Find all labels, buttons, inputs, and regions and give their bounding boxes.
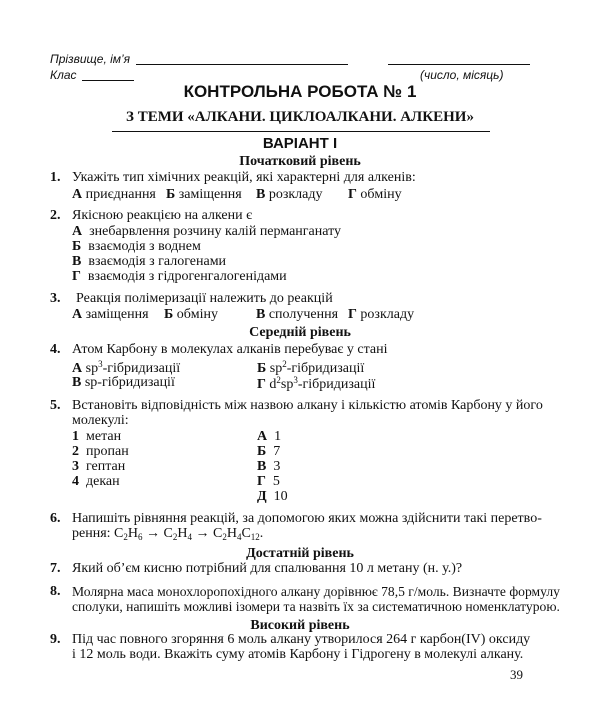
match-number: 3 xyxy=(72,459,79,474)
formula-part: C xyxy=(241,526,251,541)
formula-part: H xyxy=(177,526,188,541)
option xyxy=(166,187,242,203)
option-sup: 3 xyxy=(98,359,103,369)
match-right-item xyxy=(257,444,280,460)
question-number: 9. xyxy=(50,632,61,647)
option xyxy=(256,307,338,323)
match-number: 2 xyxy=(72,444,79,459)
match-right-item xyxy=(257,459,280,475)
question-number: 3. xyxy=(50,291,61,306)
match-number: 1 xyxy=(72,429,79,444)
option-letter: Б xyxy=(72,239,82,254)
formula-sub: 12 xyxy=(250,532,260,542)
option-sup: 3 xyxy=(293,375,298,385)
formula-sub: 2 xyxy=(172,532,178,542)
option xyxy=(72,269,287,285)
option-sup: 2 xyxy=(282,359,287,369)
option-text: взаємодія з воднем xyxy=(88,239,201,254)
option-letter: В xyxy=(256,307,266,322)
option-text: сполучення xyxy=(268,307,339,322)
question-number: 7. xyxy=(50,561,61,576)
option xyxy=(72,254,226,270)
match-right-item xyxy=(257,429,281,445)
question-text: рення: xyxy=(72,526,111,541)
option-letter: А xyxy=(72,187,83,202)
question-text: і 12 моль води. Вкажіть суму атомів Карбону і Гідрогену в молекулі алкану. xyxy=(72,647,524,662)
question-text: Напишіть рівняння реакцій, за допомогою яких можна здійснити такі перетво- xyxy=(72,511,542,526)
match-letter: Г xyxy=(257,474,266,489)
option-base: d xyxy=(269,377,277,392)
option xyxy=(256,187,323,203)
match-text: гептан xyxy=(86,459,126,474)
class-label: Клас xyxy=(50,68,77,82)
option-letter: В xyxy=(72,375,82,390)
option-letter: Б xyxy=(166,187,176,202)
option-base: sp xyxy=(84,375,98,390)
option xyxy=(72,307,149,323)
variant-title: ВАРІАНТ І xyxy=(262,135,338,152)
option-letter: А xyxy=(72,361,83,376)
option-letter: Г xyxy=(348,187,357,202)
option-letter: Г xyxy=(72,269,81,284)
match-letter: В xyxy=(257,459,267,474)
match-left-item xyxy=(72,444,129,460)
question-text: Який об’єм кисню потрібний для спалювання 10 л метану (н. у.)? xyxy=(72,561,463,576)
option-text: -гібридизації xyxy=(102,361,181,376)
formula-sub: 2 xyxy=(123,532,128,542)
option-text: -гібридизації xyxy=(97,375,175,390)
option-letter: В xyxy=(256,187,266,202)
option-text: взаємодія з галогенами xyxy=(88,254,227,269)
option-text: приєднання xyxy=(85,187,156,202)
page-number: 39 xyxy=(510,667,523,682)
question-text: Під час повного згоряння 6 моль алкану утворилося 264 г карбон(IV) оксиду xyxy=(72,632,531,647)
formula-sub: 6 xyxy=(138,532,143,542)
option-text: -гібридизації xyxy=(297,377,376,392)
option-letter: Б xyxy=(257,361,267,376)
match-left-item xyxy=(72,459,125,475)
formula-part: H xyxy=(226,526,237,541)
option-letter: В xyxy=(72,254,82,269)
option-text: обміну xyxy=(176,307,218,322)
question-number: 5. xyxy=(50,398,61,413)
match-right-item xyxy=(257,474,280,490)
match-text: 1 xyxy=(274,429,282,444)
match-text: пропан xyxy=(86,444,129,459)
option xyxy=(72,375,175,391)
match-left-item xyxy=(72,429,121,445)
question-text: Встановіть відповідність між назвою алкану і кількістю атомів Карбону у його xyxy=(72,398,543,413)
option xyxy=(72,239,201,255)
reaction-chain xyxy=(72,526,263,542)
option-base: sp xyxy=(280,377,294,392)
formula-part: C xyxy=(163,526,173,541)
option-text: взаємодія з гідрогенгалогенідами xyxy=(87,269,287,284)
option xyxy=(348,187,402,203)
match-left-item xyxy=(72,474,120,490)
match-text: 5 xyxy=(272,474,280,489)
question-text: Укажіть тип хімічних реакцій, які характерні для алкенів: xyxy=(72,170,416,185)
match-letter: Б xyxy=(257,444,267,459)
match-right-item xyxy=(257,489,288,505)
match-text: метан xyxy=(86,429,122,444)
formula-part: C xyxy=(114,526,124,541)
page-subtitle: З ТЕМИ «АЛКАНИ. ЦИКЛОАЛКАНИ. АЛКЕНИ» xyxy=(126,109,474,125)
option xyxy=(72,187,156,203)
level-sufficient: Достатній рівень xyxy=(246,546,354,561)
option-text: знебарвлення розчину калій перманганату xyxy=(89,224,342,239)
question-text: Молярна маса монохлоропохідного алкану дорівнює 78,5 г/моль. Визначте формулу xyxy=(72,584,560,599)
formula-part: . xyxy=(259,526,264,541)
date-line xyxy=(388,64,530,65)
question-text: сполуки, напишіть можливі ізомери та назвіть їх за систематичною номенклатурою. xyxy=(72,599,560,614)
option-letter: Г xyxy=(348,307,357,322)
option xyxy=(164,307,218,323)
question-number: 2. xyxy=(50,208,61,223)
option-sup: 2 xyxy=(276,375,281,385)
option-text: -гібридизації xyxy=(286,361,365,376)
option-letter: Г xyxy=(257,377,266,392)
question-text: молекулі: xyxy=(72,413,129,428)
formula-sub: 4 xyxy=(236,532,242,542)
option-base: sp xyxy=(269,361,283,376)
option-letter: Б xyxy=(164,307,174,322)
option-text: розкладу xyxy=(268,187,323,202)
question-number: 1. xyxy=(50,170,61,185)
date-label: (число, місяць) xyxy=(420,68,504,82)
match-text: декан xyxy=(86,474,120,489)
match-text: 7 xyxy=(273,444,281,459)
formula-part: C xyxy=(212,526,223,541)
option xyxy=(72,224,341,240)
arrow: → xyxy=(195,526,210,541)
question-number: 6. xyxy=(50,511,61,526)
option-letter: А xyxy=(72,307,83,322)
option xyxy=(257,375,375,393)
match-text: 10 xyxy=(273,489,288,504)
subtitle-rule xyxy=(112,131,490,132)
page-title: КОНТРОЛЬНА РОБОТА № 1 xyxy=(183,82,417,101)
match-letter: Д xyxy=(257,489,267,504)
question-text: Атом Карбону в молекулах алканів перебуває у стані xyxy=(72,342,388,357)
option-text: заміщення xyxy=(85,307,149,322)
arrow: → xyxy=(146,526,160,541)
level-initial: Початковий рівень xyxy=(239,154,361,169)
option-text: обміну xyxy=(360,187,402,202)
formula-sub: 4 xyxy=(187,532,192,542)
level-high: Високий рівень xyxy=(250,618,350,633)
question-number: 4. xyxy=(50,342,61,357)
question-number: 8. xyxy=(50,584,61,599)
surname-line xyxy=(136,64,348,65)
option xyxy=(348,307,414,323)
option-letter: А xyxy=(72,224,83,239)
formula-sub: 2 xyxy=(222,532,227,542)
option-text: заміщення xyxy=(178,187,242,202)
match-number: 4 xyxy=(72,474,79,489)
match-letter: А xyxy=(257,429,268,444)
question-text: Якісною реакцією на алкени є xyxy=(72,208,253,223)
match-text: 3 xyxy=(273,459,281,474)
option-text: розкладу xyxy=(360,307,415,322)
formula-part: H xyxy=(127,526,138,541)
option-base: sp xyxy=(85,361,99,376)
question-text: Реакція полімеризації належить до реакцій xyxy=(76,291,333,306)
class-line xyxy=(82,80,134,81)
surname-label: Прізвище, ім’я xyxy=(50,52,131,66)
level-middle: Середній рівень xyxy=(249,325,351,340)
